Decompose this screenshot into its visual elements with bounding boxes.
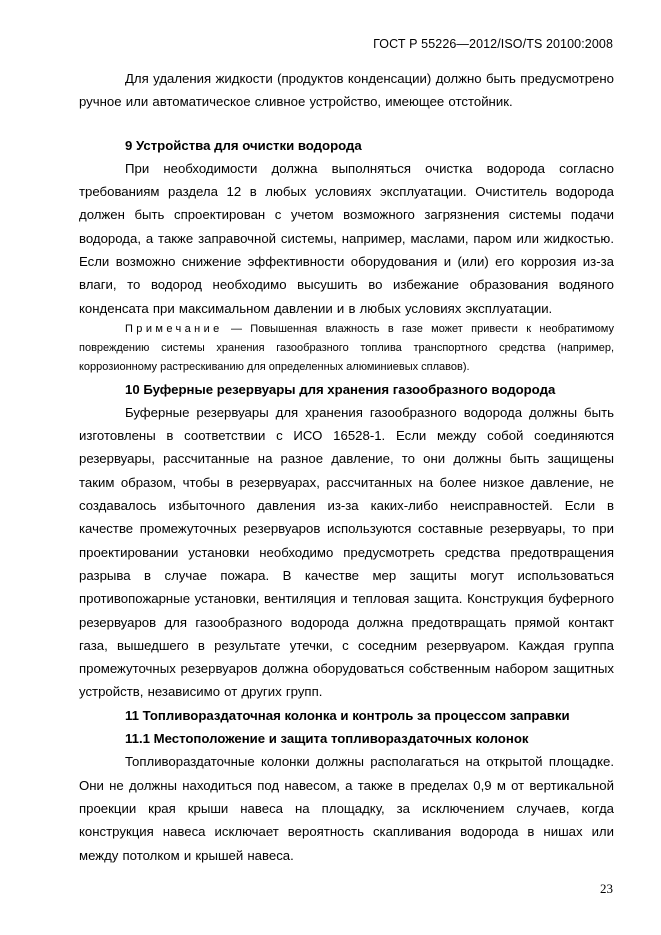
note-text: — Повышенная влажность в газе может привести к необратимому повреждению системы хранения газообразного топлива транспортного средства (например, коррозионному растрескиванию для определенных алюминиевых сплавов). (79, 322, 614, 374)
section-9-heading: 9 Устройства для очистки водорода (125, 137, 362, 153)
section-11-1-heading: 11.1 Местоположение и защита топливораздаточных колонок (125, 731, 529, 747)
page-number: 23 (600, 881, 613, 896)
document-body (79, 67, 614, 867)
section-10-paragraph: Буферные резервуары для хранения газообразного водорода должны быть изготовлены в соответствии с ИСО 16528-1. Если между собой соединяются резервуары, рассчитанные на разное давление, то они должны быть защищены таким образом, чтобы в резервуарах, рассчитанных на более низкое давление, не создавалось избыточного давления из-за каких-либо неисправностей. Если в качестве промежуточных резервуаров используются составные резервуары, то при проектировании установки необходимо предусмотреть средства предотвращения разрыва в случае пожара. В качестве мер защиты могут использоваться противопожарные установки, вентиляция и тепловая защита. Конструкция буферного резервуаров для газообразного водорода должна предотвращать прямой контакт газа, вышедшего в результате утечки, с соседним резервуаром. Каждая группа промежуточных резервуаров должна оборудоваться собственным набором защитных устройств, независимо от других групп. (79, 404, 614, 700)
paragraph-drain-device: Для удаления жидкости (продуктов конденсации) должно быть предусмотрено ручное или автоматическое сливное устройство, имеющее отстойник. (79, 71, 614, 110)
note-label: Примечание (125, 322, 223, 335)
section-10-heading: 10 Буферные резервуары для хранения газообразного водорода (125, 381, 556, 397)
note-paragraph (79, 320, 614, 378)
section-11-heading: 11 Топливораздаточная колонка и контроль за процессом заправки (125, 707, 570, 723)
document-header: ГОСТ Р 55226—2012/ISO/TS 20100:2008 (373, 37, 613, 51)
section-9-paragraph: При необходимости должна выполняться очистка водорода согласно требованиям раздела 12 в любых условиях эксплуатации. Очиститель водорода должен быть спроектирован с учетом возможного загрязнения системы подачи водорода, а также заправочной системы, например, маслами, паром или жидкостью. Если возможно снижение эффективности оборудования и (или) его коррозия из-за влаги, то водород необходимо высушить во избежание образования водяного конденсата при максимальном давлении и в любых условиях эксплуатации. (79, 160, 614, 316)
section-11-1-paragraph: Топливораздаточные колонки должны располагаться на открытой площадке. Они не должны находиться под навесом, а также в пределах 0,9 м от вертикальной проекции края крыши навеса на площадку, за исключением случаев, когда конструкция навеса исключает вероятность скапливания водорода в нишах или между потолком и крышей навеса. (79, 754, 614, 863)
